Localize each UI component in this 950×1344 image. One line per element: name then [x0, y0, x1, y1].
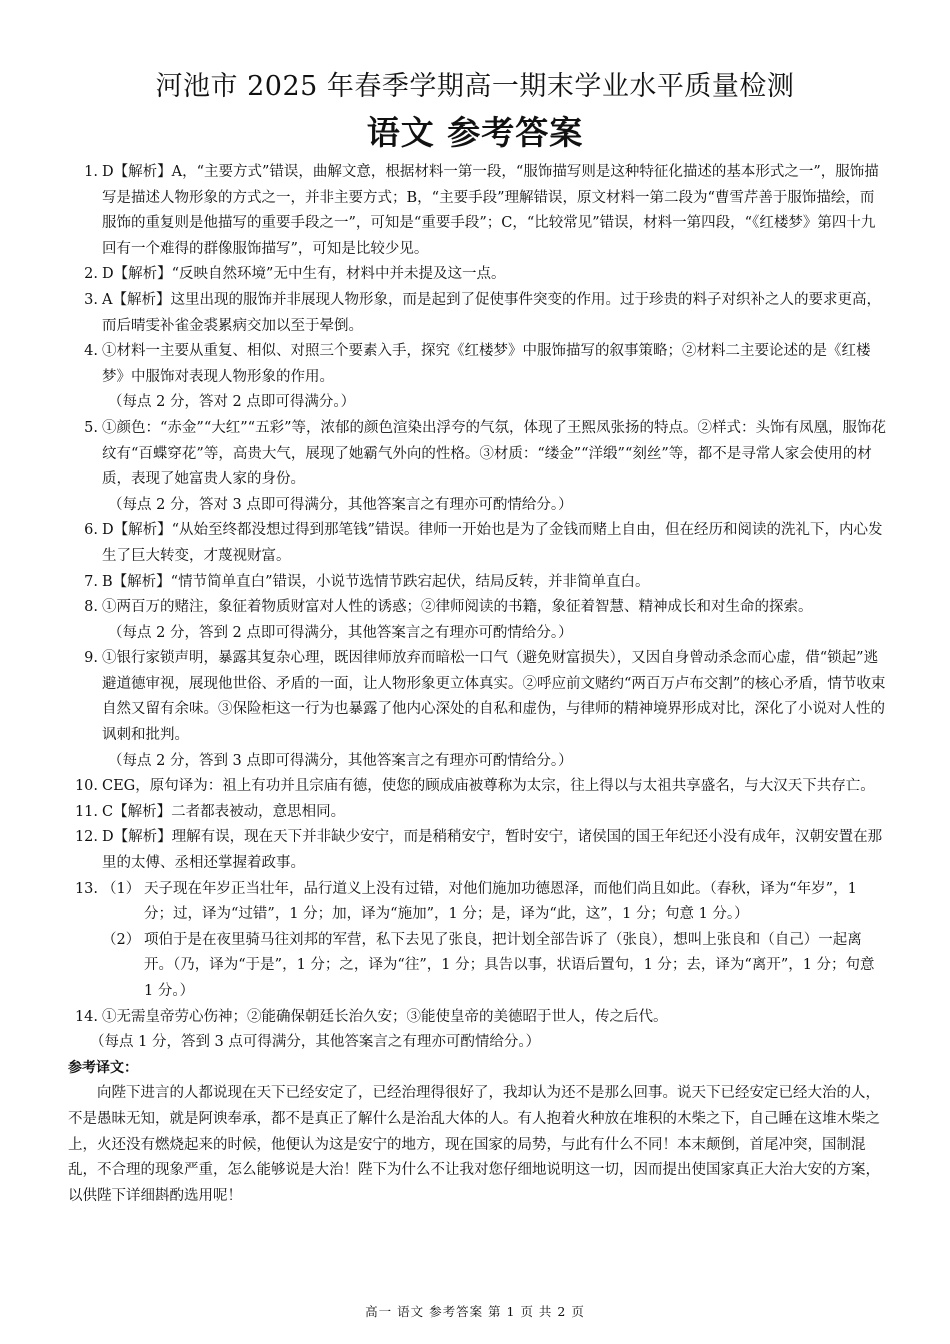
- subpart-label: （2）: [102, 931, 141, 948]
- answer-item-3: [68, 288, 886, 339]
- answer-text: D【解析】“反映自然环境”无中生有，材料中并未提及这一点。: [102, 266, 506, 283]
- answer-number: 4.: [84, 343, 98, 360]
- answer-number: 3.: [84, 291, 98, 308]
- document-subtitle: 语文 参考答案: [366, 113, 584, 152]
- subpart-text: 天子现在年岁正当壮年，品行道义上没有过错，对他们施加功德恩泽，而他们尚且如此。（春秋，译为“年岁”，1 分；过，译为“过错”，1 分；加，译为“施加”，1 分；是，译为“此，这”，1 分；句意 1 分。）: [144, 880, 857, 923]
- answer-text: D【解析】A，“主要方式”错误，曲解文意，根据材料一第一段，“服饰描写则是这种特征化描述的基本形式之一”，服饰描写是描述人物形象的方式之一，并非主要方式；B，“主要手段”理解错误，原文材料一第二段为“曹雪芹善于服饰描绘，而服饰的重复则是他描写的重要手段之一”，可知是“重要手段”；C，“比较常见”错误，材料一第四段，“《红楼梦》第四十九回有一个难得的群像服饰描写”，可知是比较少见。: [102, 164, 879, 257]
- scoring-note-8: （每点 2 分，答到 2 点即可得满分，其他答案言之有理亦可酌情给分。）: [108, 624, 573, 641]
- page-footer: 高一 语文 参考答案 第 1 页 共 2 页: [365, 1304, 585, 1319]
- answer-number: 10.: [74, 778, 98, 795]
- answer-list: [68, 160, 886, 1209]
- answer-number: 14.: [74, 1008, 98, 1025]
- answer-number: 12.: [74, 829, 98, 846]
- answer-text: D【解析】理解有误，现在天下并非缺少安宁，而是稍稍安宁，暂时安宁，诸侯国的国王年纪还小没有成年，汉朝安置在那里的太傅、丞相还掌握着政事。: [102, 829, 883, 872]
- answer-number: 5.: [84, 419, 98, 436]
- answer-item-7: [68, 570, 886, 596]
- scoring-note-14: （每点 1 分，答到 3 点可得满分，其他答案言之有理亦可酌情给分。）: [90, 1034, 541, 1051]
- answer-item-11: [68, 800, 886, 826]
- subpart-label: （1）: [102, 880, 141, 897]
- answer-number: 9.: [84, 650, 98, 667]
- answer-number: 7.: [84, 573, 98, 590]
- answer-number: 8.: [84, 599, 98, 616]
- answer-text: ①无需皇帝劳心伤神；②能确保朝廷长治久安；③能使皇帝的美德昭于世人，传之后代。: [102, 1008, 668, 1025]
- document-title: 河池市 2025 年春季学期高一期末学业水平质量检测: [155, 71, 795, 102]
- answer-item-13: [68, 877, 886, 1005]
- scoring-note-9: （每点 2 分，答到 3 点即可得满分，其他答案言之有理亦可酌情给分。）: [108, 752, 573, 769]
- answer-item-5: [68, 416, 886, 493]
- answer-text: ①两百万的赌注，象征着物质财富对人性的诱惑；②律师阅读的书籍，象征着智慧、精神成长和对生命的探索。: [102, 599, 813, 616]
- answer-text: C【解析】二者都表被动，意思相同。: [102, 803, 346, 820]
- answer-text: ①银行家锁声明，暴露其复杂心理，既因律师放弃而暗松一口气（避免财富损失），又因自身曾动杀念而心虚，借“锁起”逃避道德审视，展现他世俗、矛盾的一面，让人物形象更立体真实。②呼应前文赌约“两百万卢布交割”的核心矛盾，情节收束自然又留有余味。③保险柜这一行为也暴露了他内心深处的自私和虚伪，与律师的精神境界形成对比，深化了小说对人性的讽刺和批判。: [102, 650, 886, 744]
- answer-text: ①材料一主要从重复、相似、对照三个要素入手，探究《红楼梦》中服饰描写的叙事策略；②材料二主要论述的是《红楼梦》中服饰对表现人物形象的作用。: [102, 343, 871, 385]
- scoring-note-5: （每点 2 分，答对 3 点即可得满分，其他答案言之有理亦可酌情给分。）: [108, 496, 573, 513]
- answer-item-4: [68, 339, 886, 390]
- answer-item-10: [68, 774, 886, 800]
- answer-item-14: [68, 1005, 886, 1031]
- answer-number: 13.: [74, 880, 98, 897]
- answer-item-2: [68, 262, 886, 288]
- answer-text: ①颜色：“赤金”“大红”“五彩”等，浓郁的颜色渲染出浮夸的气氛，体现了王熙凤张扬的特点。②样式：头饰有凤凰，服饰花纹有“百蝶穿花”等，高贵大气，展现了她霸气外向的性格。③材质：“缕金”“洋缎”“刻丝”等，都不是寻常人家会使用的材质，表现了她富贵人家的身份。: [102, 419, 886, 488]
- answer-item-1: [68, 160, 886, 262]
- answer-text: CEG，原句译为：祖上有功并且宗庙有德，使您的顾成庙被尊称为太宗，往上得以与太祖共享盛名，与大汉天下共存亡。: [102, 778, 875, 795]
- answer-subpart-1: [102, 877, 886, 928]
- translation-heading: 参考译文：: [68, 1059, 138, 1076]
- answer-item-12: [68, 825, 886, 876]
- answer-number: 6.: [84, 522, 98, 539]
- scoring-note-4: （每点 2 分，答对 2 点即可得满分。）: [108, 394, 356, 411]
- answer-item-8: [68, 595, 886, 621]
- answer-number: 11.: [74, 803, 98, 820]
- answer-item-9: [68, 646, 886, 748]
- answer-subpart-2: [102, 928, 886, 1005]
- answer-number: 2.: [84, 266, 98, 283]
- answer-item-6: [68, 518, 886, 569]
- answer-number: 1.: [84, 164, 98, 180]
- answer-text: A【解析】这里出现的服饰并非展现人物形象，而是起到了促使事件突变的作用。过于珍贵的料子对织补之人的要求更高，而后晴雯补雀金裘累病交加以至于晕倒。: [102, 291, 881, 334]
- answer-text: B【解析】“情节简单直白”错误，小说节选情节跌宕起伏，结局反转，并非简单直白。: [102, 573, 650, 590]
- answer-text: D【解析】“从始至终都没想过得到那笔钱”错误。律师一开始也是为了金钱而赌上自由，但在经历和阅读的洗礼下，内心发生了巨大转变，才蔑视财富。: [102, 522, 883, 564]
- translation-paragraph: 向陛下进言的人都说现在天下已经安定了，已经治理得很好了，我却认为还不是那么回事。说天下已经安定已经大治的人，不是愚昧无知，就是阿谀奉承，都不是真正了解什么是治乱大体的人。有人抱着火种放在堆积的木柴之下，自己睡在这堆木柴之上，火还没有燃烧起来的时候，他便认为这是安宁的地方，现在国家的局势，与此有什么不同！本末颠倒，首尾冲突，国制混乱，不合理的现象严重，怎么能够说是大治！陛下为什么不让我对您仔细地说明这一切，因而提出使国家真正大治大安的方案，以供陛下详细斟酌选用呢！: [68, 1085, 880, 1204]
- subpart-text: 项伯于是在夜里骑马往刘邦的军营，私下去见了张良，把计划全部告诉了（张良），想叫上张良和（自己）一起离开。（乃，译为“于是”，1 分；之，译为“往”，1 分；具告以事，状语后置句，1 分；去，译为“离开”，1 分；句意 1 分。）: [144, 931, 875, 999]
